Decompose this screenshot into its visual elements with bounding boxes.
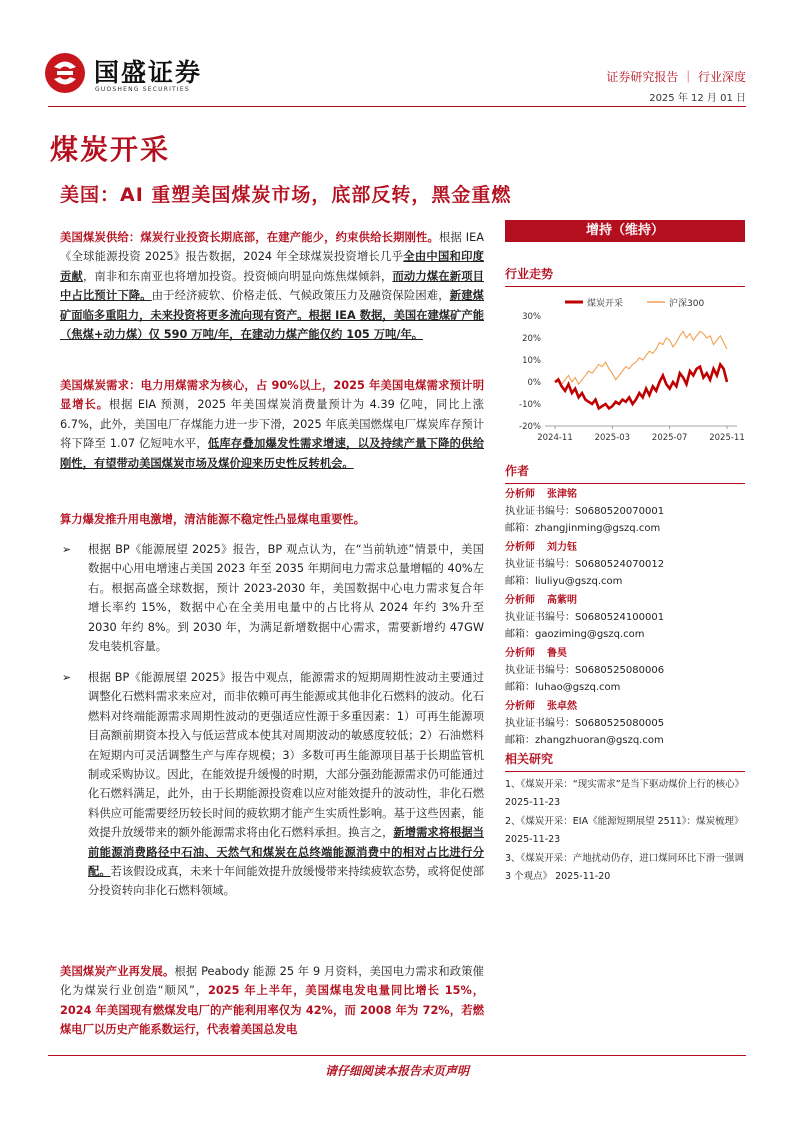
page-title: 美国：AI 重塑美国煤炭市场，底部反转，黑金重燃 (60, 184, 512, 206)
text-run: 2025 年上半年，美国煤电发电量同比增长 15%，2024 年美国现有燃煤发电厂的产能利用率仅为 42%，而 2008 年为 72%，若燃煤电厂以历史产能系数运行，代表着美国总发电 (60, 984, 484, 1037)
header-divider (48, 106, 746, 107)
text-run: 根据 EIA 预测，2025 年美国煤炭消费量预计为 4.39 亿吨，同比上涨 6.7%，此外，美国电厂存煤能力进一步下滑，2025 年底美国燃煤电厂煤炭库存预计将下降至 1.07 亿短吨水平， (60, 398, 484, 451)
text-run: 若该假设成真，未来十年间能效提升放缓慢带来持续疲软态势，或将促使部分投资转向非化石燃料领域。 (88, 865, 484, 898)
rating-badge: 增持（维持） (505, 220, 745, 242)
text-run: 低库存叠加爆发性需求增速，以及持续产量下降的供给刚性，有望带动美国煤炭市场及煤价迎来历史性反转机会。 (60, 437, 484, 470)
author-cert: 执业证书编号：S0680520070001 (505, 506, 665, 517)
author-name-line (505, 592, 745, 609)
related-list (505, 776, 745, 887)
logo-text: 国盛证券 (94, 58, 203, 87)
analyst-label: 分析师 (505, 701, 535, 712)
text-run: 全由中国和印度贡献 (60, 250, 484, 283)
author-cert: 执业证书编号：S0680525080005 (505, 718, 665, 729)
author-email[interactable]: 邮箱：zhangjinming@gszq.com (505, 523, 661, 534)
author-email[interactable]: 邮箱：luhao@gszq.com (505, 682, 621, 693)
report-date: 2025 年 12 月 01 日 (649, 93, 746, 104)
related-title-text: 1、《煤炭开采：“现实需求”是当下驱动煤价上行的核心》 (505, 779, 745, 790)
text-run: 新建煤矿面临多重阻力，未来投资将更多流向现有资产。根据 IEA 数据，美国在建煤矿产能（焦煤+动力煤）仅 590 万吨/年，在建动力煤产能仅约 105 万吨/年。 (60, 289, 484, 342)
bullet-icon: ➢ (62, 671, 72, 684)
body-paragraph-industry (60, 962, 484, 1040)
author-email[interactable]: 邮箱：zhangzhuoran@gszq.com (505, 735, 664, 746)
y-tick-label: 30% (522, 312, 541, 322)
text-run: 新增需求将根据当前能源消费路径中石油、天然气和煤炭在总终端能源消费中的相对占比进行分配。 (88, 826, 484, 879)
body-paragraph-demand (60, 376, 484, 473)
y-tick-label: 0% (527, 378, 541, 388)
analyst-label: 分析师 (505, 595, 535, 606)
series-line-coal (555, 364, 727, 408)
text-run: 根据 IEA《全球能源投资 2025》报告数据，2024 年全球煤炭投资增长几乎 (60, 231, 484, 264)
author-name-line (505, 486, 745, 503)
authors-title: 作者 (505, 462, 745, 484)
section-title: 煤炭开采 (50, 133, 171, 166)
author-entry (505, 592, 745, 643)
footer-disclaimer: 请仔细阅读本报告末页声明 (324, 1064, 469, 1078)
analyst-name: 鲁昊 (547, 648, 567, 659)
body-paragraph-supply (60, 228, 484, 344)
related-date: 2025-11-23 (505, 833, 561, 845)
related-date: 2025-11-20 (552, 870, 611, 882)
footer-divider (48, 1055, 746, 1056)
related-report-link[interactable] (505, 850, 745, 885)
related-title-text: 2、《煤炭开采：EIA《能源短期展望 2511》：煤炭梳理》 (505, 816, 744, 827)
y-tick-label: -20% (519, 422, 541, 432)
text-run: 美国煤炭需求：电力用煤需求为核心，占 90%以上，2025 年美国电煤需求预计明显增长。 (60, 379, 484, 412)
legend-label: 沪深300 (669, 299, 705, 309)
y-tick-label: 10% (522, 356, 541, 366)
y-tick-label: 20% (522, 334, 541, 344)
author-email[interactable]: 邮箱：liuliyu@gszq.com (505, 576, 623, 587)
body-bullet-fossil (88, 668, 484, 901)
legend-label: 煤炭开采 (587, 299, 624, 309)
report-type: 证券研究报告 ｜ 行业深度 (606, 70, 746, 84)
trend-chart-svg (505, 290, 745, 450)
related-report-link[interactable] (505, 776, 745, 811)
x-tick-label: 2025-03 (594, 433, 631, 443)
author-name-line (505, 539, 745, 556)
author-name-line (505, 698, 745, 715)
x-tick-label: 2025-07 (651, 433, 688, 443)
analyst-label: 分析师 (505, 648, 535, 659)
author-cert: 执业证书编号：S0680524100001 (505, 612, 665, 623)
logo (44, 52, 86, 94)
logo-subtext: GUOSHENG SECURITIES (95, 86, 190, 93)
text-run: 根据 BP《能源展望 2025》报告中观点，能源需求的短期周期性波动主要通过调整化石燃料需求来应对，而非依赖可再生能源或其他非化石燃料的波动。化石燃料对终端能源需求周期性波动的更强适应性源于多重因素：1）可再生能源项目高额前期资本投入与低运营成本使其对周期波动的敏感度较低；2）石油燃料在短期内可灵活调整生产与库存规模；3）多数可再生能源项目基于长期监管机制或采购协议。因此，在能效提升缓慢的时期，大部分强劲能源需求仍可能通过化石燃料满足，此外，由于长期能源投资难以应对能效提升的波动性，非化石燃料供应可能需要经历较长时间的疲软期才能产生实质性影响。基于这些因素，能效提升放缓带来的额外能源需求将由化石燃料承担。换言之， (88, 671, 484, 840)
author-entry (505, 698, 745, 749)
x-tick-label: 2025-11 (709, 433, 745, 443)
author-entry (505, 486, 745, 537)
related-title-text: 3、《煤炭开采：产地扰动仍存，进口煤同环比下滑一强调 3 个观点》 (505, 853, 744, 882)
text-run: 美国煤炭供给：煤炭行业投资长期底部，在建产能少，约束供给长期刚性。 (60, 231, 440, 244)
text-run: 美国煤炭产业再发展。 (60, 965, 175, 978)
series-line-csi300 (555, 331, 727, 384)
text-run: 由于经济疲软、价格走低、气候政策压力及融资保险困难， (151, 289, 450, 303)
trend-title: 行业走势 (505, 265, 745, 287)
related-title: 相关研究 (505, 750, 745, 772)
analyst-label: 分析师 (505, 542, 535, 553)
text-run: 根据 Peabody 能源 25 年 9 月资料，美国电力需求和政策催化为煤炭行业创造“顺风”， (60, 965, 484, 998)
text-run: 而动力煤在新项目中占比预计下降。 (60, 269, 484, 303)
body-bullet-bp: 根据 BP《能源展望 2025》报告，BP 观点认为，在“当前轨迹”情景中，美国数据中心用电增速占美国 2023 年至 2035 年期间电力需求总量增幅的 40%左右。根据高盛全球数据，预计 2023-2030 年，美国数据中心电力需求复合年增长率约 15%，数据中心在全美用电量中的占比将从 2024 年约 3%升至 2030 年约 8%。到 2030 年，为满足新增数据中心需求，需要新增约 47GW 发电装机容量。 (88, 543, 484, 654)
body-paragraph-compute: 算力爆发推升用电激增，清洁能源不稳定性凸显煤电重要性。 (60, 513, 366, 526)
analyst-name: 张卓然 (547, 701, 577, 712)
authors-list (505, 486, 745, 751)
author-name-line (505, 645, 745, 662)
analyst-label: 分析师 (505, 489, 535, 500)
author-email[interactable]: 邮箱：gaoziming@gszq.com (505, 629, 645, 640)
bullet-icon: ➢ (62, 543, 72, 556)
text-run: ，南非和东南亚也将增加投资。投资倾向明显向炼焦煤倾斜， (82, 269, 393, 283)
author-cert: 执业证书编号：S0680525080006 (505, 665, 665, 676)
y-tick-label: -10% (519, 400, 541, 410)
trend-chart (505, 290, 745, 450)
analyst-name: 刘力钰 (547, 542, 577, 553)
author-cert: 执业证书编号：S0680524070012 (505, 559, 665, 570)
related-date: 2025-11-23 (505, 796, 561, 808)
logo-mark-icon (44, 52, 86, 94)
analyst-name: 张津铭 (547, 489, 577, 500)
analyst-name: 高紫明 (547, 595, 577, 606)
x-tick-label: 2024-11 (537, 433, 573, 443)
author-entry (505, 645, 745, 696)
author-entry (505, 539, 745, 590)
related-report-link[interactable] (505, 813, 745, 848)
